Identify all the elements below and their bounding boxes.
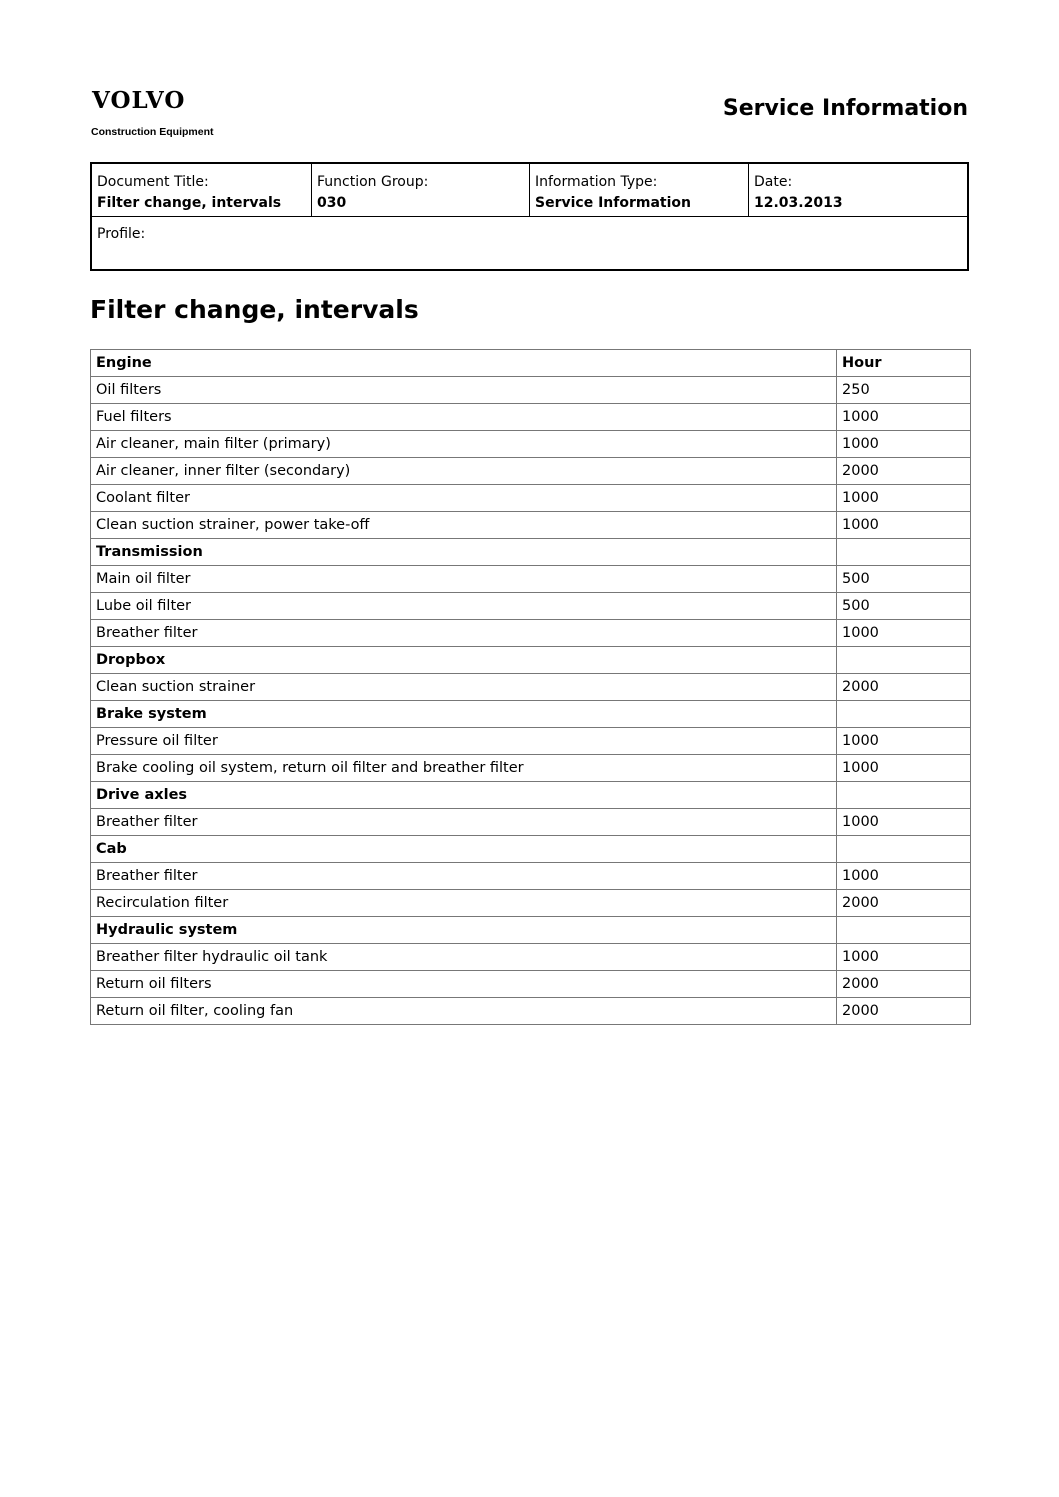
filter-intervals-body [91, 350, 971, 1025]
hour-cell [837, 539, 971, 566]
table-row [91, 863, 971, 890]
table-row [91, 674, 971, 701]
table-row [91, 728, 971, 755]
hour-cell [837, 701, 971, 728]
hour-cell [837, 917, 971, 944]
section-header-row [91, 701, 971, 728]
profile-row [92, 217, 967, 245]
item-cell: Air cleaner, main filter (primary) [91, 431, 837, 458]
function-group-value: 030 [317, 195, 347, 211]
filter-intervals-table [90, 349, 971, 1025]
table-row [91, 890, 971, 917]
hour-cell: 500 [837, 566, 971, 593]
item-cell: Return oil filters [91, 971, 837, 998]
table-row [91, 566, 971, 593]
hour-cell: 500 [837, 593, 971, 620]
hour-cell: 1000 [837, 809, 971, 836]
item-cell: Lube oil filter [91, 593, 837, 620]
section-header-row [91, 647, 971, 674]
hour-cell: 250 [837, 377, 971, 404]
hour-cell: 2000 [837, 458, 971, 485]
hour-cell: 2000 [837, 674, 971, 701]
item-cell: Clean suction strainer [91, 674, 837, 701]
hour-cell [837, 647, 971, 674]
hour-cell: 1000 [837, 512, 971, 539]
hour-cell: 1000 [837, 485, 971, 512]
hour-cell [837, 782, 971, 809]
item-cell: Transmission [91, 539, 837, 566]
information-type-cell [529, 164, 748, 216]
document-title-cell [92, 164, 311, 216]
section-header-row [91, 836, 971, 863]
hour-cell: 1000 [837, 728, 971, 755]
item-cell: Clean suction strainer, power take-off [91, 512, 837, 539]
hour-cell: 1000 [837, 404, 971, 431]
hour-cell: 1000 [837, 944, 971, 971]
table-row [91, 431, 971, 458]
item-cell: Breather filter hydraulic oil tank [91, 944, 837, 971]
item-cell: Fuel filters [91, 404, 837, 431]
table-row [91, 512, 971, 539]
hour-cell: 1000 [837, 431, 971, 458]
item-cell: Main oil filter [91, 566, 837, 593]
section-header-row [91, 782, 971, 809]
hour-cell: Hour [837, 350, 971, 377]
item-cell: Brake system [91, 701, 837, 728]
table-row [91, 971, 971, 998]
date-cell [748, 164, 967, 216]
item-cell: Oil filters [91, 377, 837, 404]
function-group-label: Function Group: [317, 174, 429, 190]
item-cell: Breather filter [91, 809, 837, 836]
table-row [91, 404, 971, 431]
function-group-cell [311, 164, 529, 216]
brand-name: VOLVO [92, 87, 186, 114]
document-info-box [90, 162, 969, 271]
document-heading: Service Information [722, 96, 968, 121]
page-title: Filter change, intervals [90, 295, 419, 324]
table-row [91, 593, 971, 620]
document-title-label: Document Title: [97, 174, 209, 190]
table-row [91, 755, 971, 782]
hour-cell: 1000 [837, 755, 971, 782]
hour-cell: 2000 [837, 890, 971, 917]
document-title-value: Filter change, intervals [97, 195, 282, 211]
section-header-row [91, 539, 971, 566]
brand-division: Construction Equipment [91, 126, 214, 138]
item-cell: Recirculation filter [91, 890, 837, 917]
table-row [91, 485, 971, 512]
volvo-logo [90, 88, 214, 138]
table-row [91, 998, 971, 1025]
table-row [91, 377, 971, 404]
item-cell: Air cleaner, inner filter (secondary) [91, 458, 837, 485]
section-header-row [91, 350, 971, 377]
hour-cell: 2000 [837, 998, 971, 1025]
section-header-row [91, 917, 971, 944]
table-row [91, 944, 971, 971]
item-cell: Cab [91, 836, 837, 863]
item-cell: Breather filter [91, 863, 837, 890]
table-row [91, 458, 971, 485]
hour-cell: 2000 [837, 971, 971, 998]
item-cell: Coolant filter [91, 485, 837, 512]
item-cell: Brake cooling oil system, return oil filter and breather filter [91, 755, 837, 782]
hour-cell [837, 836, 971, 863]
information-type-label: Information Type: [535, 174, 658, 190]
table-row [91, 620, 971, 647]
item-cell: Engine [91, 350, 837, 377]
item-cell: Return oil filter, cooling fan [91, 998, 837, 1025]
profile-label: Profile: [97, 226, 146, 242]
item-cell: Drive axles [91, 782, 837, 809]
item-cell: Breather filter [91, 620, 837, 647]
info-row [92, 164, 967, 217]
hour-cell: 1000 [837, 863, 971, 890]
item-cell: Hydraulic system [91, 917, 837, 944]
date-label: Date: [754, 174, 793, 190]
item-cell: Pressure oil filter [91, 728, 837, 755]
hour-cell: 1000 [837, 620, 971, 647]
date-value: 12.03.2013 [754, 195, 843, 211]
table-row [91, 809, 971, 836]
item-cell: Dropbox [91, 647, 837, 674]
information-type-value: Service Information [535, 195, 691, 211]
